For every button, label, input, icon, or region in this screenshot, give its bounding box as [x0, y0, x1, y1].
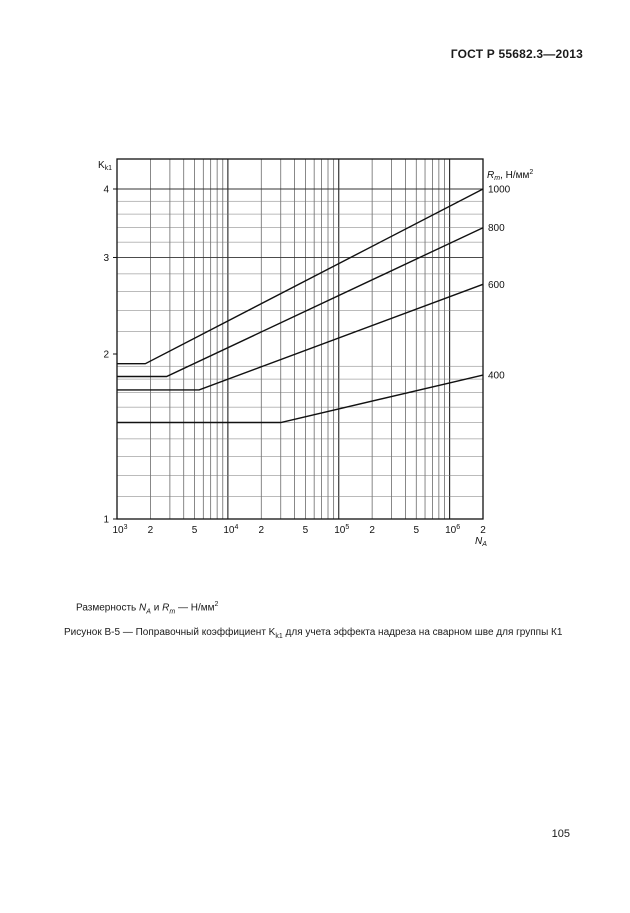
dimension-note — [76, 601, 218, 615]
x-tick-label: 2 — [480, 525, 486, 536]
y-tick-label: 3 — [103, 252, 109, 264]
x-axis-label: $N_A$ — [475, 536, 487, 548]
series-line-400 — [117, 375, 483, 422]
note-r-subscript: m — [169, 608, 176, 616]
y-tick-label: 1 — [103, 514, 109, 526]
x-tick-label: 2 — [369, 525, 375, 536]
x-tick-label: $10^4$ — [223, 524, 239, 536]
series-label-600: 600 — [488, 279, 505, 291]
series-label-800: 800 — [488, 223, 505, 235]
figure-caption — [64, 627, 562, 640]
caption-suffix: для учета эффекта надреза на сварном шве для группы К1 — [282, 627, 563, 638]
y-tick-label: 4 — [103, 184, 109, 196]
note-n-symbol: N — [139, 602, 147, 614]
right-axis-label: $R_m$, $Н/мм^2$ — [487, 169, 534, 182]
document-header: ГОСТ Р 55682.3—2013 — [450, 47, 583, 61]
series-line-800 — [117, 228, 483, 377]
note-and: и — [150, 602, 163, 614]
note-n-subscript: A — [146, 608, 151, 616]
x-tick-label: 2 — [258, 525, 265, 536]
x-tick-label: 5 — [413, 525, 420, 536]
y-tick-label: 2 — [103, 349, 109, 361]
caption-subscript: k1 — [275, 633, 283, 640]
note-unit-power: 2 — [214, 601, 219, 608]
x-tick-label: $10^3$ — [112, 524, 128, 536]
note-r-symbol: R — [162, 602, 170, 614]
x-tick-label: 5 — [191, 525, 198, 536]
caption-prefix: Рисунок В-5 — Поправочный коэффициент K — [64, 627, 276, 638]
x-tick-label: 5 — [302, 525, 309, 536]
note-unit: — Н/мм — [175, 602, 215, 614]
x-tick-label: $10^5$ — [334, 524, 350, 536]
note-prefix: Размерность — [76, 602, 140, 614]
series-label-1000: 1000 — [488, 184, 511, 196]
y-axis-label: $K_{k1}$ — [98, 160, 113, 172]
page-number: 105 — [551, 828, 570, 840]
x-tick-label: $10^6$ — [445, 524, 461, 536]
x-tick-label: 2 — [147, 525, 154, 536]
plot-frame — [117, 159, 483, 519]
series-label-400: 400 — [488, 370, 505, 382]
series-line-1000 — [117, 189, 483, 364]
